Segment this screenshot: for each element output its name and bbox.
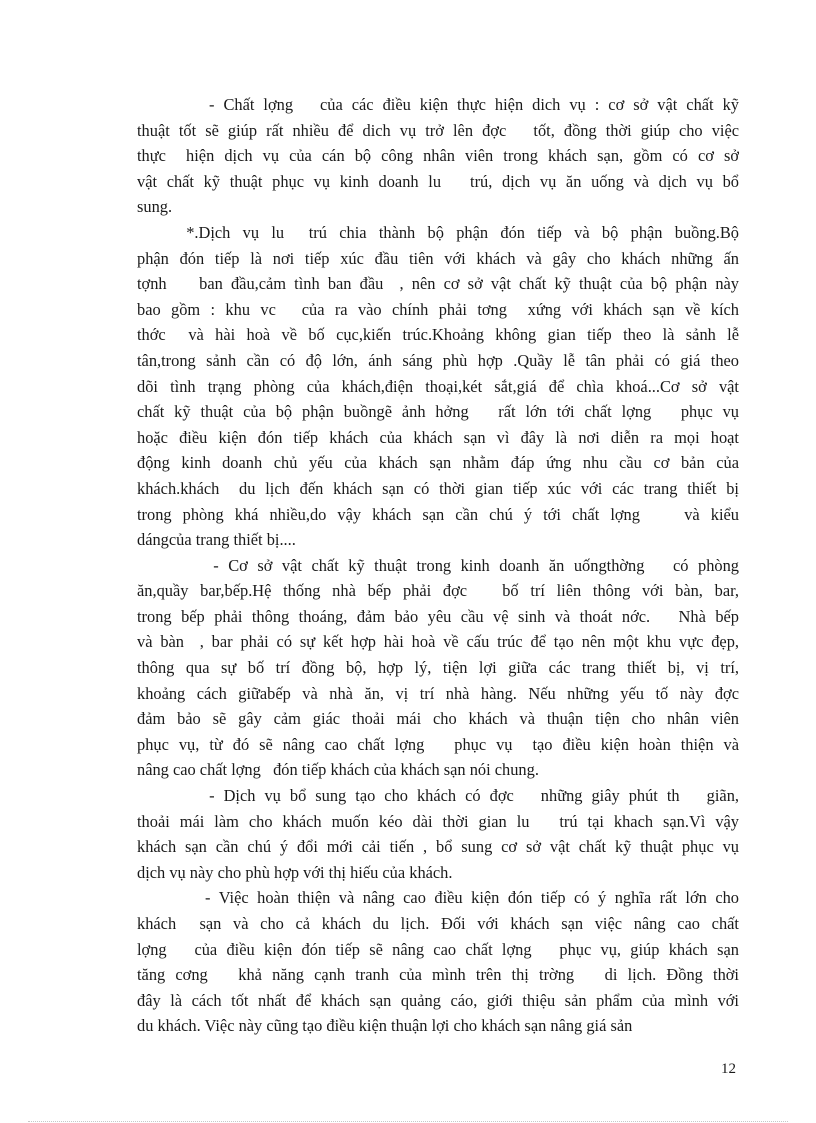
text-line: thớc và hài hoà về bố cục,kiến trúc.Khoảng không gian tiếp theo là sảnh lễ [137,325,739,345]
text-line: - Chất lợng của các điều kiện thực hiện dich vụ : cơ sở vật chất kỹ [137,95,739,114]
text-line: đây là cách tốt nhất để khách sạn quảng cáo, giới thiệu sản phẩm của mình với [137,990,739,1010]
text-line: sung. [137,197,173,217]
page-number: 12 [721,1061,736,1077]
text-line: ăn,quầy bar,bếp.Hệ thống nhà bếp phải đợc bố trí liên thông với bàn, bar, [137,581,739,601]
paragraph [137,553,739,783]
page-bottom-divider [28,1121,788,1122]
text-line: dángcủa trang thiết bị.... [137,530,296,550]
text-line: vật chất kỹ thuật phục vụ kinh doanh lu trú, dịch vụ ăn uống và dịch vụ bổ [137,171,739,191]
text-line: nâng cao chất lợng đón tiếp khách của khách sạn nói chung. [137,760,539,780]
text-line: thuật tốt sẽ giúp rất nhiều để dich vụ trở lên đợc tốt, đồng thời giúp cho việc [137,120,739,140]
text-line: - Cơ sở vật chất kỹ thuật trong kinh doanh ăn uốngthờng có phòng [137,555,739,575]
text-line: trong phòng khá nhiều,do vậy khách sạn cần chú ý tới chất lợng và kiểu [137,504,739,524]
text-line: - Việc hoàn thiện và nâng cao điều kiện đón tiếp có ý nghĩa rất lớn cho [137,888,739,908]
text-line: phận đón tiếp là nơi tiếp xúc đầu tiên với khách và gây cho khách những ấn [137,248,739,268]
text-line: dõi tình trạng phòng của khách,điện thoại,két sắt,giá để chìa khoá...Cơ sở vật [137,376,739,396]
text-line: thông qua sự bố trí đồng bộ, hợp lý, tiện lợi giữa các trang thiết bị, vị trí, [137,658,739,678]
text-line: hoặc điều kiện đón tiếp khách của khách sạn vì đây là nơi diễn ra mọi hoạt [137,427,739,447]
paragraph [137,92,739,220]
text-line: đảm bảo sẽ gây cảm giác thoải mái cho khách và thuận tiện cho nhân viên [137,709,739,729]
text-line: khách sạn cần chú ý đổi mới cải tiến , bổ sung cơ sở vật chất kỹ thuật phục vụ [137,837,739,857]
text-line: động kinh doanh chủ yếu của khách sạn nhằm đáp ứng nhu cầu cơ bản của [137,453,739,473]
text-line: tân,trong sảnh cần có độ lớn, ánh sáng phù hợp .Quầy lễ tân phải có giá theo [137,350,739,370]
paragraph [137,885,739,1039]
text-line: tăng cơng khả năng cạnh tranh của mình trên thị trờng di lịch. Đồng thời [137,965,739,985]
text-line: *.Dịch vụ lu trú chia thành bộ phận đón tiếp và bộ phận buồng.Bộ [137,222,739,242]
paragraph [137,783,739,885]
paragraph [137,220,739,553]
text-line: và bàn , bar phải có sự kết hợp hài hoà về cấu trúc để tạo nên một khu vực đẹp, [137,632,739,652]
text-line: tợnh ban đầu,cảm tình ban đầu , nên cơ sở vật chất kỹ thuật của bộ phận này [137,274,739,294]
text-line: chất kỹ thuật của bộ phận buồngẽ ảnh hởng rất lớn tới chất lợng phục vụ [137,402,739,422]
text-line: khoảng cách giữabếp và nhà ăn, vị trí nhà hàng. Nếu những yếu tố này đợc [137,683,739,703]
text-line: dịch vụ này cho phù hợp với thị hiếu của khách. [137,862,453,882]
text-line: bao gồm : khu vc của ra vào chính phải tơng xứng với khách sạn về kích [137,299,739,319]
text-line: phục vụ, từ đó sẽ nâng cao chất lợng phục vụ tạo điều kiện hoàn thiện và [137,734,739,754]
body-text [137,92,739,1039]
text-line: thực hiện dịch vụ của cán bộ công nhân viên trong khách sạn, gồm có cơ sở [137,146,739,166]
text-line: trong bếp phải thông thoáng, đảm bảo yêu cầu vệ sinh và thoát nớc. Nhà bếp [137,606,739,626]
text-line: - Dịch vụ bổ sung tạo cho khách có đợc những giây phút th giãn, [137,786,739,806]
text-line: khách.khách du lịch đến khách sạn có thời gian tiếp xúc với các trang thiết bị [137,478,739,498]
text-line: khách sạn và cho cả khách du lịch. Đối với khách sạn việc nâng cao chất [137,914,739,933]
text-line: lợng của điều kiện đón tiếp sẽ nâng cao chất lợng phục vụ, giúp khách sạn [137,939,739,959]
text-line: du khách. Việc này cũng tạo điều kiện thuận lợi cho khách sạn nâng giá sản [137,1016,633,1036]
text-line: thoải mái làm cho khách muốn kéo dài thời gian lu trú tại khach sạn.Vì vậy [137,811,739,831]
